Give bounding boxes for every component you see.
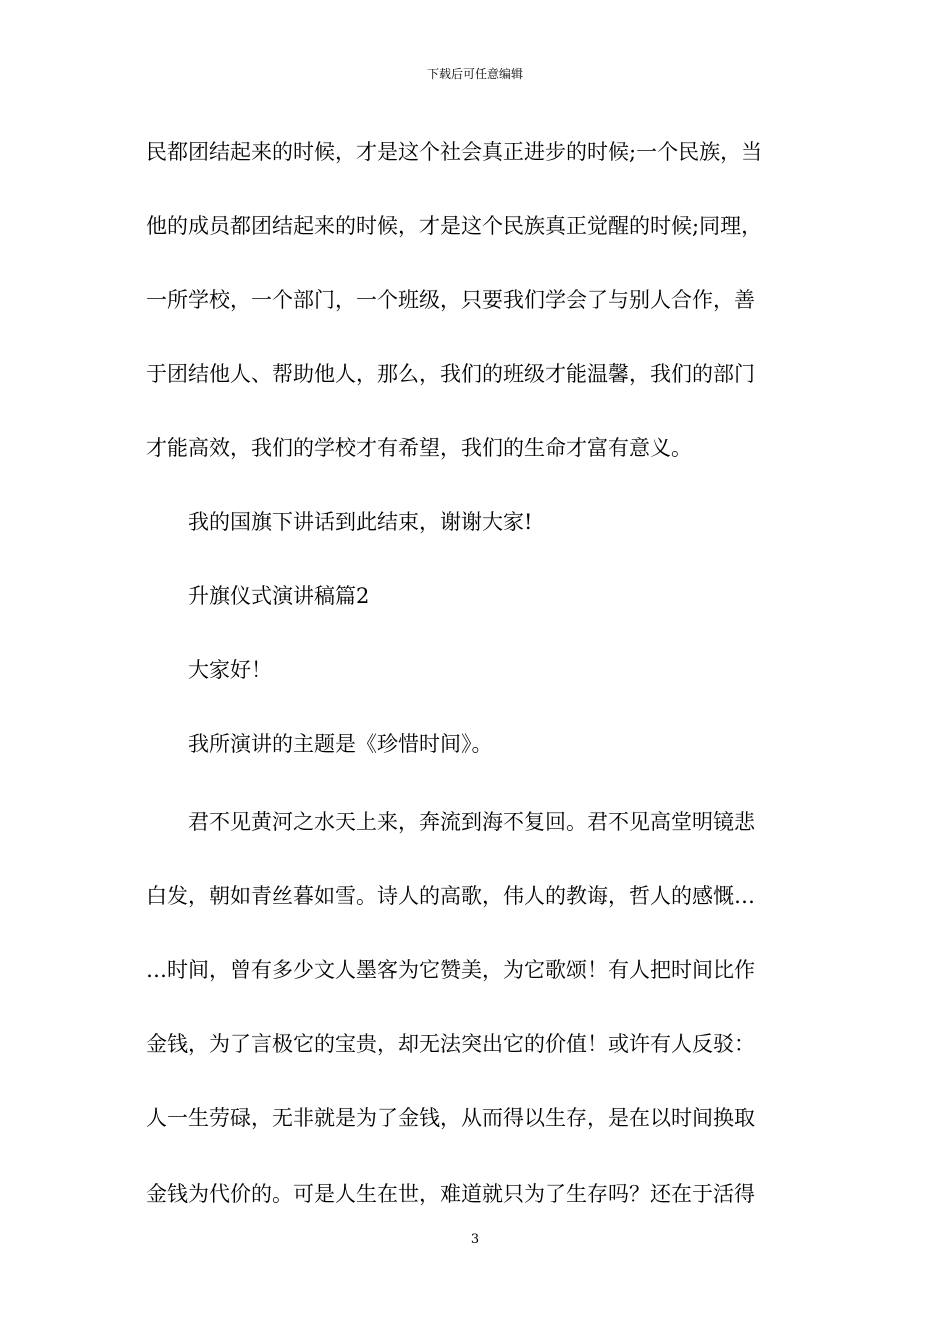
text-line: 于团结他人、帮助他人，那么，我们的班级才能温馨，我们的部门 (146, 362, 755, 386)
text-line: 他的成员都团结起来的时候，才是这个民族真正觉醒的时候;同理， (146, 214, 763, 238)
greeting-line: 大家好！ (188, 658, 272, 682)
topic-line: 我所演讲的主题是《珍惜时间》。 (188, 732, 493, 756)
text-line: 金钱为代价的。可是人生在世，难道就只为了生存吗？还在于活得 (146, 1182, 755, 1206)
text-line: …时间，曾有多少文人墨客为它赞美，为它歌颂！有人把时间比作 (146, 958, 755, 982)
section-heading: 升旗仪式演讲稿篇2 (188, 584, 370, 608)
text-line: 一所学校，一个部门，一个班级，只要我们学会了与别人合作，善 (146, 288, 755, 312)
text-line: 民都团结起来的时候，才是这个社会真正进步的时候;一个民族，当 (146, 140, 763, 164)
text-line: 金钱，为了言极它的宝贵，却无法突出它的价值！或许有人反驳： (146, 1032, 755, 1056)
text-line-closing: 我的国旗下讲话到此结束，谢谢大家! (188, 510, 533, 534)
text-line: 君不见黄河之水天上来，奔流到海不复回。君不见高堂明镜悲 (188, 810, 755, 834)
text-line: 才能高效，我们的学校才有希望，我们的生命才富有意义。 (146, 436, 692, 460)
page-header-note: 下载后可任意编辑 (426, 67, 523, 81)
text-line: 白发，朝如青丝暮如雪。诗人的高歌，伟人的教诲，哲人的感慨… (146, 884, 755, 908)
page-number: 3 (470, 1232, 480, 1247)
text-line: 人一生劳碌，无非就是为了金钱，从而得以生存，是在以时间换取 (146, 1106, 755, 1130)
